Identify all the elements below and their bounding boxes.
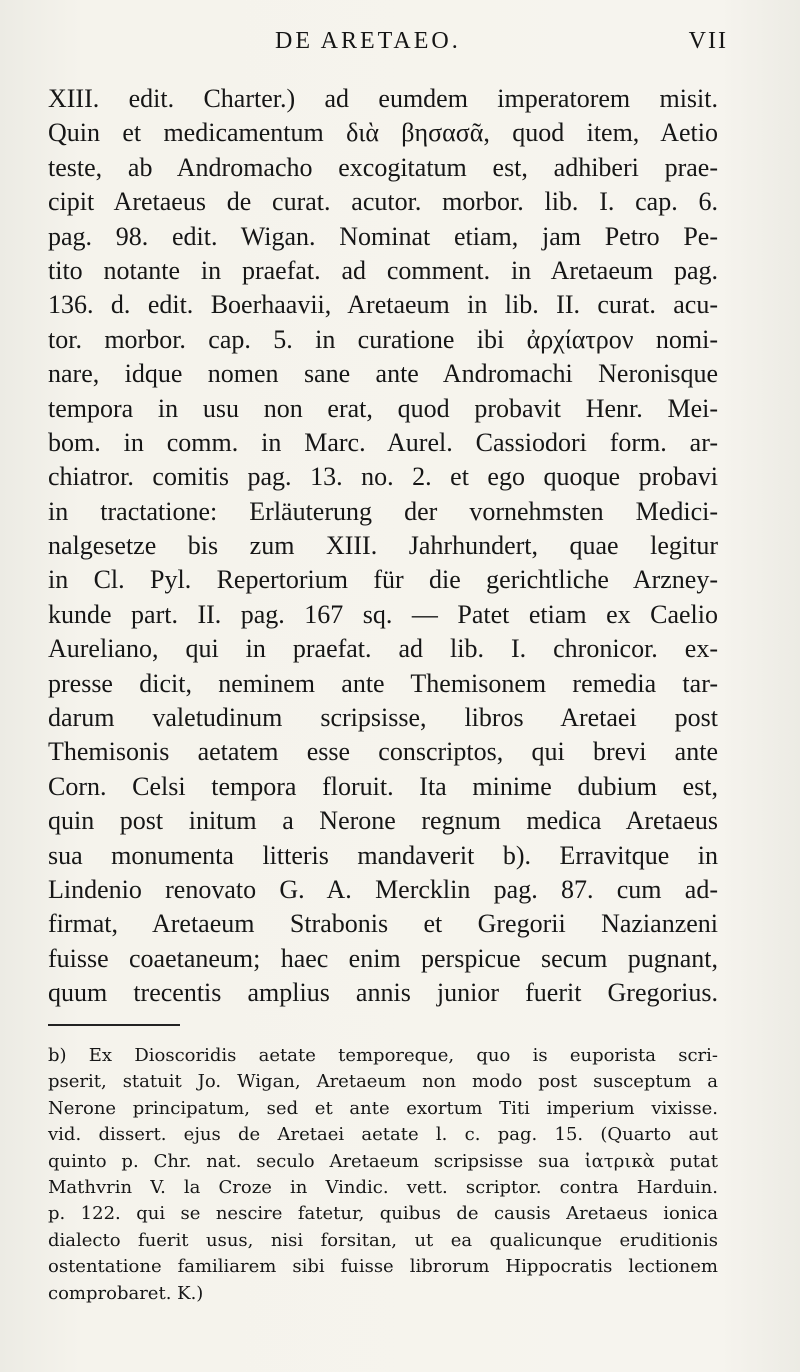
footnote-line: b) Ex Dioscoridis aetate temporeque, quo is euporista scri- — [48, 1045, 718, 1066]
footnote — [48, 1043, 718, 1307]
page-number: VII — [688, 28, 728, 54]
text-line: quum trecentis amplius annis junior fuerit Gregorius. — [48, 978, 718, 1008]
footnote-rule — [48, 1024, 180, 1026]
footnote-line: Mathvrin V. la Croze in Vindic. vett. scriptor. contra Harduin. — [48, 1176, 718, 1198]
running-head: DE ARETAEO. — [275, 28, 461, 54]
text-line: nalgesetze bis zum XIII. Jahrhundert, quae legitur — [48, 531, 718, 561]
text-line: sua monumenta litteris mandaverit b). Erravitque in — [48, 840, 718, 870]
text-line: pag. 98. edit. Wigan. Nominat etiam, jam Petro Pe- — [48, 221, 718, 251]
text-line: cipit Aretaeus de curat. acutor. morbor. lib. I. cap. 6. — [48, 187, 718, 217]
main-text — [48, 82, 718, 1011]
text-line: presse dicit, neminem ante Themisonem remedia tar- — [48, 668, 718, 698]
text-line: Themisonis aetatem esse conscriptos, qui brevi ante — [48, 737, 718, 767]
text-line: chiatror. comitis pag. 13. no. 2. et ego quoque probavi — [48, 462, 718, 492]
footnote-line: comprobaret. K.) — [48, 1282, 204, 1304]
text-line: XIII. edit. Charter.) ad eumdem imperatorem misit. — [48, 84, 718, 113]
text-line: tempora in usu non erat, quod probavit Henr. Mei- — [48, 393, 718, 423]
text-line: kunde part. II. pag. 167 sq. — Patet etiam ex Caelio — [48, 599, 718, 629]
text-line: Corn. Celsi tempora floruit. Ita minime dubium est, — [48, 771, 718, 801]
footnote-line: pserit, statuit Jo. Wigan, Aretaeum non modo post susceptum a — [48, 1071, 718, 1093]
footnote-line: vid. dissert. ejus de Aretaei aetate l. c. pag. 15. (Quarto aut — [48, 1124, 718, 1146]
text-line: 136. d. edit. Boerhaavii, Aretaeum in lib. II. curat. acu- — [48, 290, 718, 320]
text-line: fuisse coaetaneum; haec enim perspicue secum pugnant, — [48, 943, 718, 973]
footnote-line: quinto p. Chr. nat. seculo Aretaeum scripsisse sua ἰατρικὰ putat — [48, 1150, 718, 1172]
text-line: tor. morbor. cap. 5. in curatione ibi ἀρχίατρον nomi- — [48, 324, 718, 354]
footnote-line: ostentatione familiarem sibi fuisse librorum Hippocratis lectionem — [48, 1256, 718, 1278]
page-header — [0, 28, 800, 58]
text-line: Lindenio renovato G. A. Mercklin pag. 87. cum ad- — [48, 874, 718, 904]
text-line: nare, idque nomen sane ante Andromachi Neronisque — [48, 359, 718, 389]
footnote-line: Nerone principatum, sed et ante exortum Titi imperium vixisse. — [48, 1097, 718, 1119]
text-line: in Cl. Pyl. Repertorium für die gerichtliche Arzney- — [48, 565, 718, 595]
footnote-line: p. 122. qui se nescire fatetur, quibus de causis Aretaeus ionica — [48, 1203, 718, 1225]
text-line: quin post initum a Nerone regnum medica Aretaeus — [48, 806, 718, 836]
text-line: in tractatione: Erläuterung der vornehmsten Medici- — [48, 496, 718, 526]
text-line: firmat, Aretaeum Strabonis et Gregorii Nazianzeni — [48, 909, 718, 939]
text-line: teste, ab Andromacho excogitatum est, adhiberi prae- — [48, 152, 718, 182]
text-line: bom. in comm. in Marc. Aurel. Cassiodori form. ar- — [48, 427, 718, 457]
text-line: Quin et medicamentum διὰ βησασᾶ, quod item, Aetio — [48, 118, 718, 148]
text-line: Aureliano, qui in praefat. ad lib. I. chronicor. ex- — [48, 634, 718, 664]
text-line: darum valetudinum scripsisse, libros Aretaei post — [48, 703, 718, 733]
footnote-line: dialecto fuerit usus, nisi forsitan, ut ea qualicunque eruditionis — [48, 1229, 718, 1251]
text-line: tito notante in praefat. ad comment. in Aretaeum pag. — [48, 255, 718, 285]
